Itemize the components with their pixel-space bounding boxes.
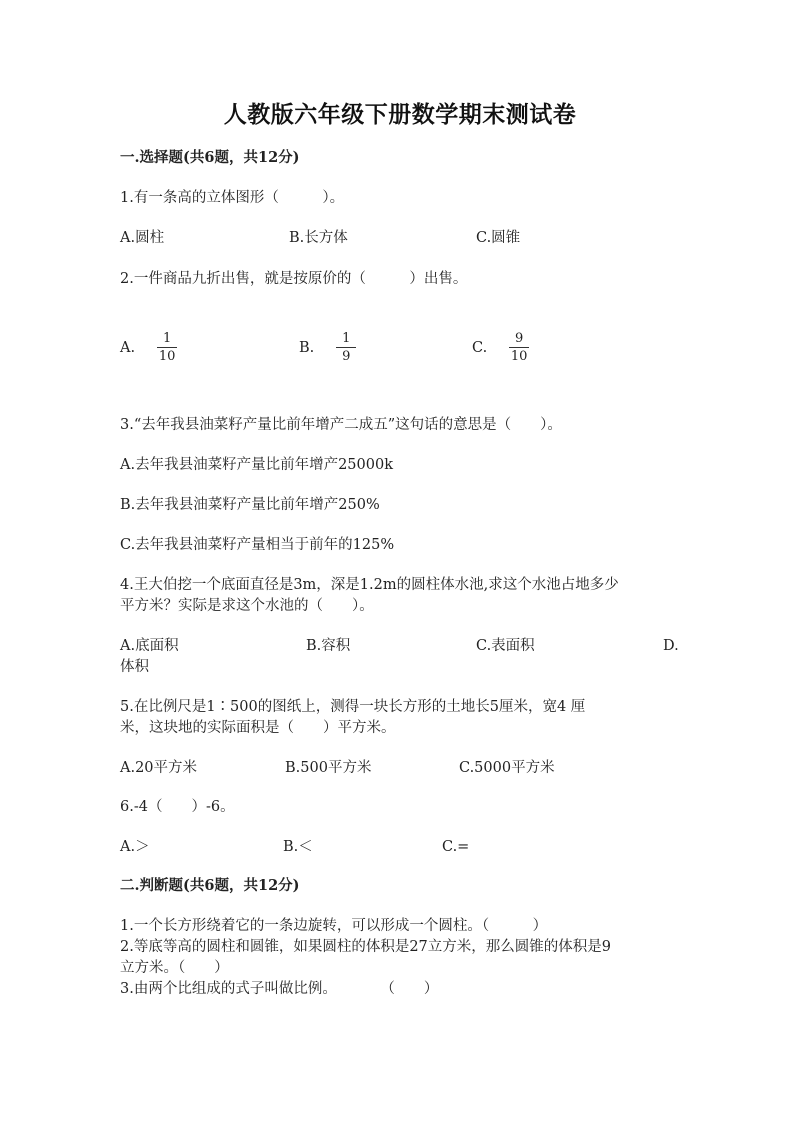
fraction-numerator: 1	[162, 331, 172, 346]
judge-q2-line1: 2.等底等高的圆柱和圆锥，如果圆柱的体积是27立方米，那么圆锥的体积是9	[120, 939, 612, 955]
q2-option-a	[120, 331, 177, 364]
q2-option-a-fraction	[157, 331, 177, 364]
q4-option-a: A.底面积	[120, 638, 179, 654]
q6-text: 6.-4（ ）-6。	[120, 799, 235, 815]
fraction-denominator: 9	[342, 349, 351, 364]
q5-text-line2: 米，这块地的实际面积是（ ）平方米。	[120, 720, 396, 736]
judge-q3: 3.由两个比组成的式子叫做比例。 （ ）	[120, 981, 439, 997]
q4-text-line2: 平方米？实际是求这个水池的（ ）。	[120, 598, 374, 614]
fraction-bar	[336, 347, 356, 348]
q2-option-b-label: B.	[299, 339, 315, 356]
fraction-denominator: 10	[158, 349, 176, 364]
judge-q2-line2: 立方米。（ ）	[120, 960, 229, 976]
q5-option-c: C.5000平方米	[459, 760, 555, 776]
q2-option-c-fraction	[509, 331, 529, 364]
q2-option-a-label: A.	[120, 339, 136, 356]
q3-option-a: A.去年我县油菜籽产量比前年增产25000k	[120, 457, 393, 473]
q5-option-b: B.500平方米	[285, 760, 372, 776]
fraction-numerator: 9	[515, 331, 524, 346]
q4-option-b: B.容积	[306, 638, 351, 654]
section1-heading: 一.选择题(共6题，共12分)	[120, 149, 300, 166]
q2-text: 2.一件商品九折出售，就是按原价的（ ）出售。	[120, 271, 468, 287]
q4-text-line1: 4.王大伯挖一个底面直径是3m，深是1.2m的圆柱体水池,求这个水池占地多少	[120, 577, 619, 593]
fraction-bar	[509, 347, 529, 348]
q2-option-c	[472, 331, 529, 364]
q6-option-b: B.＜	[283, 839, 313, 855]
section2-heading: 二.判断题(共6题，共12分)	[120, 877, 300, 894]
q3-option-c: C.去年我县油菜籽产量相当于前年的125%	[120, 537, 395, 553]
q1-option-b: B.长方体	[289, 230, 348, 246]
q5-option-a: A.20平方米	[120, 760, 198, 776]
q3-text: 3.“去年我县油菜籽产量比前年增产二成五”这句话的意思是（ ）。	[120, 417, 562, 433]
q2-option-c-label: C.	[472, 339, 488, 356]
q4-option-d-cont: 体积	[120, 659, 149, 675]
judge-q1: 1.一个长方形绕着它的一条边旋转，可以形成一个圆柱。（ ）	[120, 918, 548, 934]
fraction-denominator: 10	[510, 349, 528, 364]
q2-option-b-fraction	[336, 331, 356, 364]
q1-text: 1.有一条高的立体图形（ ）。	[120, 190, 345, 206]
fraction-bar	[157, 347, 177, 348]
q1-option-c: C.圆锥	[476, 230, 521, 246]
q5-text-line1: 5.在比例尺是1∶500的图纸上，测得一块长方形的土地长5厘米，宽4 厘	[120, 699, 586, 715]
q4-option-c: C.表面积	[476, 638, 535, 654]
q3-option-b: B.去年我县油菜籽产量比前年增产250%	[120, 497, 380, 513]
q6-option-a: A.＞	[120, 839, 150, 855]
q2-option-b	[299, 331, 356, 364]
q1-option-a: A.圆柱	[120, 230, 165, 246]
page-title: 人教版六年级下册数学期末测试卷	[223, 101, 577, 128]
q6-option-c: C.=	[442, 839, 470, 855]
fraction-numerator: 1	[342, 331, 351, 346]
q4-option-d: D.	[663, 638, 679, 654]
